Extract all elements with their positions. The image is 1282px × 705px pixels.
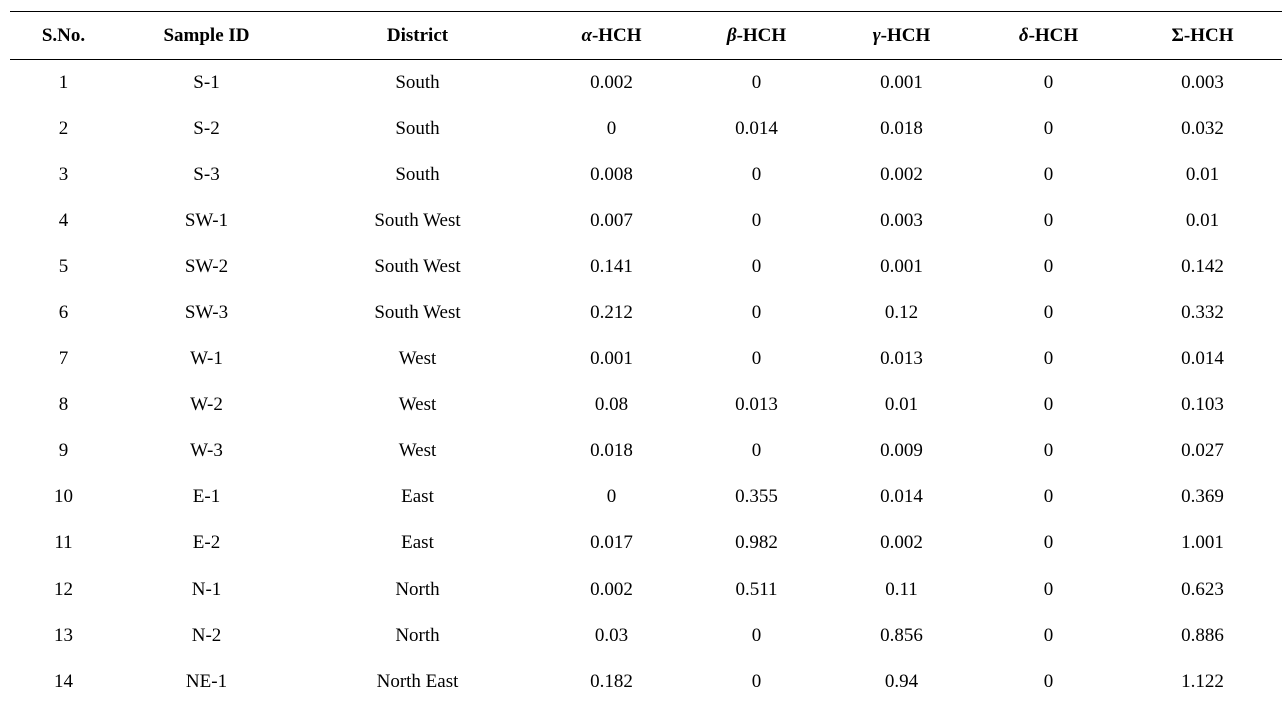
header-alpha-hch-symbol: α bbox=[581, 24, 592, 46]
cell-sum-hch: 0.623 bbox=[1181, 578, 1224, 600]
cell-delta-hch: 0 bbox=[1043, 71, 1054, 93]
cell-sample-id: W-1 bbox=[190, 348, 223, 370]
cell-gamma-hch: 0.002 bbox=[880, 532, 923, 554]
cell-district: West bbox=[398, 348, 437, 370]
cell-sum-hch: 1.001 bbox=[1181, 532, 1224, 554]
cell-delta-hch: 0 bbox=[1043, 578, 1054, 600]
cell-district: West bbox=[398, 394, 437, 416]
cell-district: South bbox=[395, 163, 440, 185]
header-delta-hch-label: -HCH bbox=[1028, 24, 1079, 46]
header-gamma-hch-label: -HCH bbox=[880, 24, 931, 46]
table-row bbox=[10, 336, 1282, 382]
cell-beta-hch: 0 bbox=[751, 163, 762, 185]
header-gamma-hch-symbol: γ bbox=[872, 24, 881, 46]
cell-alpha-hch: 0.018 bbox=[590, 440, 633, 462]
cell-district: East bbox=[401, 532, 434, 554]
cell-gamma-hch: 0.009 bbox=[880, 440, 923, 462]
cell-alpha-hch: 0.002 bbox=[590, 71, 633, 93]
cell-gamma-hch: 0.001 bbox=[880, 71, 923, 93]
header-beta-hch bbox=[684, 12, 829, 60]
cell-sum-hch: 0.332 bbox=[1181, 302, 1224, 324]
table-row bbox=[10, 567, 1282, 613]
cell-sum-hch: 0.01 bbox=[1185, 209, 1220, 231]
cell-delta-hch: 0 bbox=[1043, 348, 1054, 370]
cell-sample-id: W-2 bbox=[190, 394, 223, 416]
cell-district: South West bbox=[374, 302, 461, 324]
table-row bbox=[10, 244, 1282, 290]
cell-delta-hch: 0 bbox=[1043, 209, 1054, 231]
cell-sno: 14 bbox=[54, 670, 73, 692]
header-delta-hch-symbol: δ bbox=[1018, 24, 1029, 46]
cell-alpha-hch: 0.08 bbox=[594, 394, 629, 416]
header-sample-id-label: Sample ID bbox=[163, 24, 250, 46]
header-beta-hch-symbol: β bbox=[726, 24, 737, 46]
cell-alpha-hch: 0.007 bbox=[590, 209, 633, 231]
cell-beta-hch: 0 bbox=[751, 255, 762, 277]
header-sample-id bbox=[117, 12, 296, 60]
cell-sum-hch: 0.01 bbox=[1185, 163, 1220, 185]
table-row bbox=[10, 152, 1282, 198]
table-row bbox=[10, 428, 1282, 474]
cell-district: North East bbox=[376, 670, 459, 692]
cell-alpha-hch: 0.182 bbox=[590, 670, 633, 692]
table-row bbox=[10, 520, 1282, 566]
cell-sample-id: S-1 bbox=[193, 71, 220, 93]
cell-sum-hch: 0.886 bbox=[1181, 624, 1224, 646]
cell-delta-hch: 0 bbox=[1043, 532, 1054, 554]
cell-sum-hch: 0.027 bbox=[1181, 440, 1224, 462]
cell-beta-hch: 0.355 bbox=[735, 486, 778, 508]
header-sum-hch-label: Σ-HCH bbox=[1171, 24, 1234, 46]
cell-sno: 13 bbox=[54, 624, 73, 646]
cell-sno: 12 bbox=[54, 578, 73, 600]
cell-sno: 9 bbox=[58, 440, 69, 462]
cell-beta-hch: 0.013 bbox=[735, 394, 778, 416]
cell-district: South bbox=[395, 71, 440, 93]
cell-gamma-hch: 0.94 bbox=[884, 670, 919, 692]
cell-beta-hch: 0 bbox=[751, 348, 762, 370]
cell-beta-hch: 0 bbox=[751, 302, 762, 324]
cell-sno: 7 bbox=[58, 348, 69, 370]
cell-sno: 2 bbox=[58, 117, 69, 139]
cell-sno: 4 bbox=[58, 209, 69, 231]
header-gamma-hch bbox=[829, 12, 974, 60]
cell-district: South West bbox=[374, 209, 461, 231]
cell-sum-hch: 0.014 bbox=[1181, 348, 1224, 370]
cell-delta-hch: 0 bbox=[1043, 394, 1054, 416]
cell-sample-id: SW-1 bbox=[184, 209, 229, 231]
cell-alpha-hch: 0.008 bbox=[590, 163, 633, 185]
header-alpha-hch bbox=[539, 12, 684, 60]
header-delta-hch bbox=[974, 12, 1123, 60]
cell-alpha-hch: 0.002 bbox=[590, 578, 633, 600]
cell-gamma-hch: 0.856 bbox=[880, 624, 923, 646]
header-alpha-hch-label: -HCH bbox=[591, 24, 642, 46]
cell-gamma-hch: 0.11 bbox=[885, 578, 918, 600]
cell-sample-id: W-3 bbox=[190, 440, 223, 462]
cell-sample-id: N-2 bbox=[191, 624, 222, 646]
header-row bbox=[10, 12, 1282, 60]
cell-sum-hch: 0.142 bbox=[1181, 255, 1224, 277]
cell-sno: 8 bbox=[58, 394, 69, 416]
cell-beta-hch: 0 bbox=[751, 670, 762, 692]
header-sno bbox=[10, 12, 117, 60]
cell-gamma-hch: 0.01 bbox=[884, 394, 919, 416]
cell-alpha-hch: 0.141 bbox=[590, 255, 633, 277]
cell-delta-hch: 0 bbox=[1043, 163, 1054, 185]
table-header bbox=[10, 12, 1282, 60]
cell-sample-id: S-2 bbox=[193, 117, 220, 139]
cell-beta-hch: 0.511 bbox=[735, 578, 778, 600]
table-row bbox=[10, 60, 1282, 106]
cell-delta-hch: 0 bbox=[1043, 486, 1054, 508]
cell-district: North bbox=[395, 578, 440, 600]
cell-gamma-hch: 0.018 bbox=[880, 117, 923, 139]
cell-beta-hch: 0 bbox=[751, 71, 762, 93]
cell-sample-id: SW-2 bbox=[184, 255, 229, 277]
cell-district: West bbox=[398, 440, 437, 462]
cell-delta-hch: 0 bbox=[1043, 255, 1054, 277]
cell-sno: 3 bbox=[58, 163, 69, 185]
cell-alpha-hch: 0.03 bbox=[594, 624, 629, 646]
table-row bbox=[10, 290, 1282, 336]
cell-sample-id: SW-3 bbox=[184, 302, 229, 324]
table-row bbox=[10, 382, 1282, 428]
header-district bbox=[296, 12, 539, 60]
header-sum-hch bbox=[1123, 12, 1282, 60]
cell-beta-hch: 0 bbox=[751, 440, 762, 462]
cell-sum-hch: 0.003 bbox=[1181, 71, 1224, 93]
header-sno-label: S.No. bbox=[41, 24, 86, 46]
cell-sno: 1 bbox=[58, 71, 69, 93]
cell-alpha-hch: 0.212 bbox=[590, 302, 633, 324]
cell-sample-id: E-2 bbox=[192, 532, 221, 554]
cell-sno: 10 bbox=[54, 486, 73, 508]
cell-sample-id: N-1 bbox=[191, 578, 222, 600]
cell-sample-id: S-3 bbox=[193, 163, 220, 185]
cell-delta-hch: 0 bbox=[1043, 624, 1054, 646]
cell-sum-hch: 1.122 bbox=[1181, 670, 1224, 692]
cell-beta-hch: 0.982 bbox=[735, 532, 778, 554]
table-row bbox=[10, 106, 1282, 152]
cell-alpha-hch: 0.001 bbox=[590, 348, 633, 370]
cell-district: North bbox=[395, 624, 440, 646]
cell-district: South bbox=[395, 117, 440, 139]
table-row bbox=[10, 198, 1282, 244]
cell-delta-hch: 0 bbox=[1043, 117, 1054, 139]
cell-sample-id: NE-1 bbox=[185, 670, 228, 692]
cell-sample-id: E-1 bbox=[192, 486, 221, 508]
cell-delta-hch: 0 bbox=[1043, 670, 1054, 692]
cell-beta-hch: 0 bbox=[751, 624, 762, 646]
table-row bbox=[10, 659, 1282, 705]
hch-table bbox=[10, 11, 1282, 705]
cell-gamma-hch: 0.001 bbox=[880, 255, 923, 277]
cell-alpha-hch: 0 bbox=[606, 117, 617, 139]
cell-gamma-hch: 0.12 bbox=[884, 302, 919, 324]
cell-sum-hch: 0.032 bbox=[1181, 117, 1224, 139]
cell-beta-hch: 0.014 bbox=[735, 117, 778, 139]
header-district-label: District bbox=[386, 24, 449, 46]
cell-alpha-hch: 0 bbox=[606, 486, 617, 508]
table-body bbox=[10, 60, 1282, 705]
hch-table-container bbox=[10, 11, 1282, 705]
cell-district: East bbox=[401, 486, 434, 508]
cell-delta-hch: 0 bbox=[1043, 302, 1054, 324]
cell-gamma-hch: 0.013 bbox=[880, 348, 923, 370]
cell-gamma-hch: 0.003 bbox=[880, 209, 923, 231]
cell-sno: 6 bbox=[58, 302, 69, 324]
cell-sno: 11 bbox=[54, 532, 73, 554]
table-row bbox=[10, 613, 1282, 659]
cell-delta-hch: 0 bbox=[1043, 440, 1054, 462]
cell-sno: 5 bbox=[58, 255, 69, 277]
header-beta-hch-label: -HCH bbox=[736, 24, 787, 46]
cell-district: South West bbox=[374, 255, 461, 277]
cell-sum-hch: 0.369 bbox=[1181, 486, 1224, 508]
cell-gamma-hch: 0.014 bbox=[880, 486, 923, 508]
table-row bbox=[10, 474, 1282, 520]
cell-beta-hch: 0 bbox=[751, 209, 762, 231]
cell-sum-hch: 0.103 bbox=[1181, 394, 1224, 416]
cell-alpha-hch: 0.017 bbox=[590, 532, 633, 554]
cell-gamma-hch: 0.002 bbox=[880, 163, 923, 185]
